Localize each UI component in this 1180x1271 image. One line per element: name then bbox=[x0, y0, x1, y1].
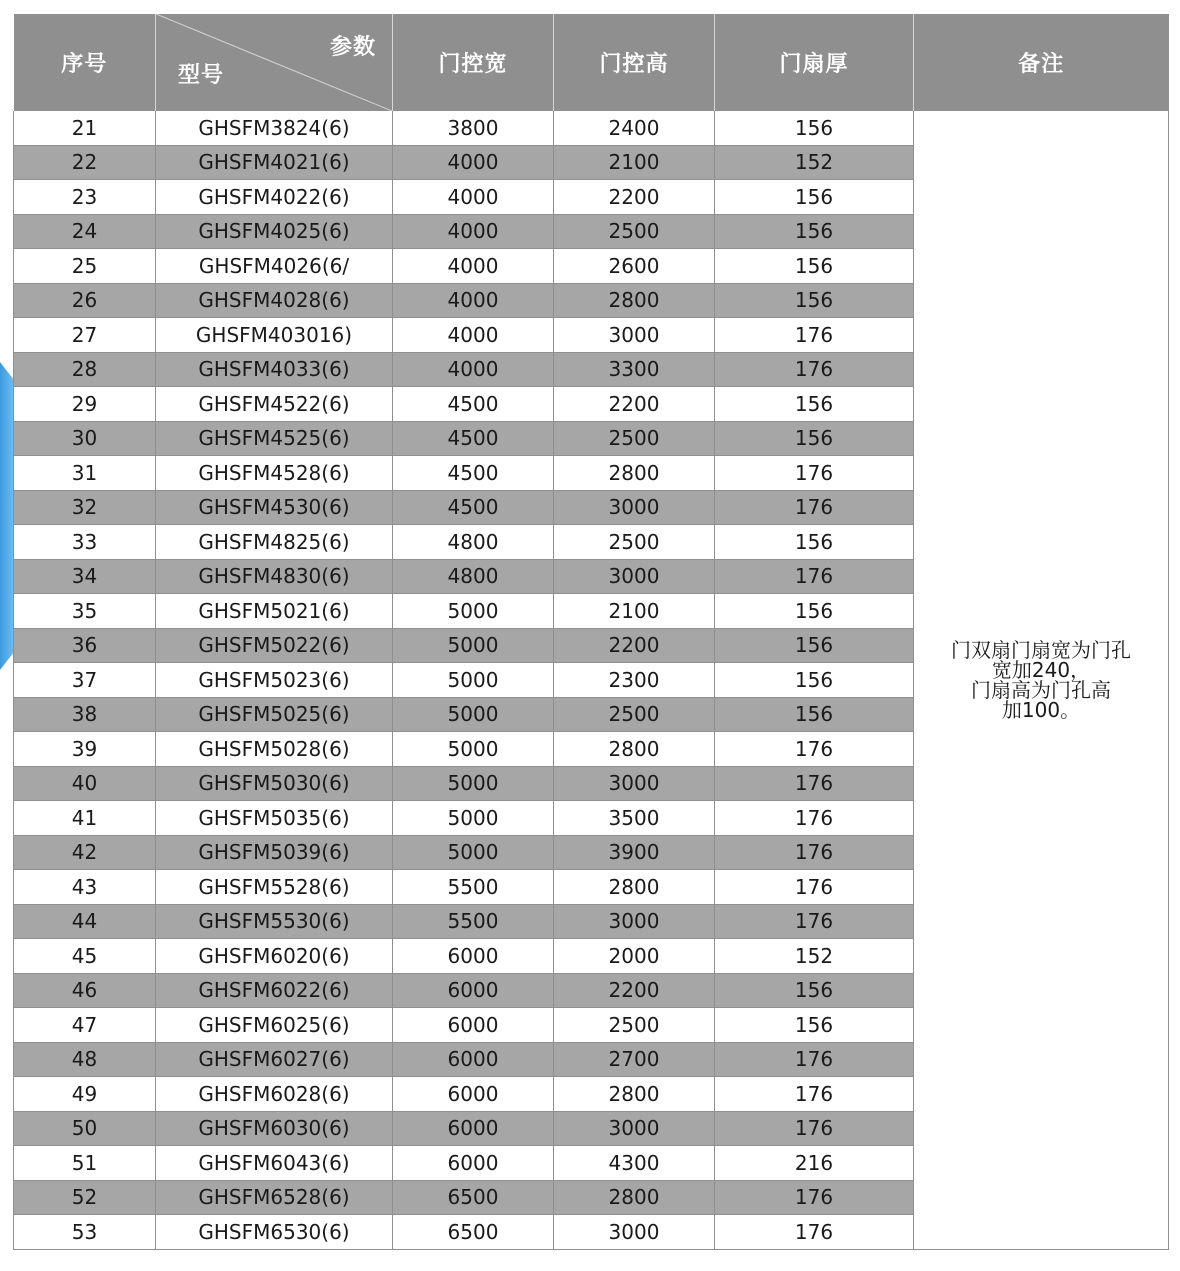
cell-height: 2500 bbox=[554, 1008, 715, 1043]
cell-thickness: 176 bbox=[715, 835, 914, 870]
cell-width: 5000 bbox=[393, 835, 554, 870]
cell-thickness: 176 bbox=[715, 1215, 914, 1250]
cell-height: 3000 bbox=[554, 490, 715, 525]
cell-thickness: 156 bbox=[715, 283, 914, 318]
cell-width: 4000 bbox=[393, 283, 554, 318]
remark-cell bbox=[914, 111, 1169, 1249]
cell-seq: 40 bbox=[14, 766, 156, 801]
cell-thickness: 156 bbox=[715, 111, 914, 145]
cell-height: 2800 bbox=[554, 870, 715, 905]
cell-model: GHSFM5528(6) bbox=[156, 870, 393, 905]
cell-thickness: 176 bbox=[715, 870, 914, 905]
cell-height: 3900 bbox=[554, 835, 715, 870]
cell-height: 2500 bbox=[554, 421, 715, 456]
cell-height: 2500 bbox=[554, 525, 715, 560]
cell-width: 4500 bbox=[393, 421, 554, 456]
cell-thickness: 176 bbox=[715, 456, 914, 491]
header-thickness: 门扇厚 bbox=[715, 14, 914, 111]
cell-height: 2300 bbox=[554, 663, 715, 698]
cell-model: GHSFM5030(6) bbox=[156, 766, 393, 801]
cell-height: 3000 bbox=[554, 904, 715, 939]
cell-height: 2800 bbox=[554, 1180, 715, 1215]
header-seq: 序号 bbox=[14, 14, 156, 111]
cell-model: GHSFM4026(6/ bbox=[156, 249, 393, 284]
cell-thickness: 176 bbox=[715, 490, 914, 525]
header-param: 参数 bbox=[329, 35, 376, 60]
cell-seq: 29 bbox=[14, 387, 156, 422]
cell-height: 3000 bbox=[554, 559, 715, 594]
header-width: 门控宽 bbox=[393, 14, 554, 111]
cell-seq: 34 bbox=[14, 559, 156, 594]
cell-model: GHSFM4830(6) bbox=[156, 559, 393, 594]
cell-width: 6000 bbox=[393, 1042, 554, 1077]
cell-height: 2400 bbox=[554, 111, 715, 145]
cell-width: 6500 bbox=[393, 1215, 554, 1250]
cell-height: 2800 bbox=[554, 732, 715, 767]
cell-model: GHSFM5023(6) bbox=[156, 663, 393, 698]
cell-thickness: 156 bbox=[715, 594, 914, 629]
cell-width: 6000 bbox=[393, 939, 554, 974]
cell-width: 6000 bbox=[393, 1008, 554, 1043]
cell-thickness: 176 bbox=[715, 1111, 914, 1146]
cell-thickness: 176 bbox=[715, 1042, 914, 1077]
cell-seq: 30 bbox=[14, 421, 156, 456]
cell-model: GHSFM6528(6) bbox=[156, 1180, 393, 1215]
cell-width: 5000 bbox=[393, 697, 554, 732]
cell-thickness: 156 bbox=[715, 973, 914, 1008]
cell-height: 3500 bbox=[554, 801, 715, 836]
cell-model: GHSFM6028(6) bbox=[156, 1077, 393, 1112]
header-remark: 备注 bbox=[914, 14, 1169, 111]
table-row bbox=[14, 111, 1169, 145]
cell-width: 4000 bbox=[393, 145, 554, 180]
cell-seq: 49 bbox=[14, 1077, 156, 1112]
cell-height: 2700 bbox=[554, 1042, 715, 1077]
cell-thickness: 152 bbox=[715, 939, 914, 974]
cell-seq: 21 bbox=[14, 111, 156, 145]
cell-width: 4000 bbox=[393, 180, 554, 215]
cell-width: 5000 bbox=[393, 732, 554, 767]
cell-seq: 28 bbox=[14, 352, 156, 387]
cell-width: 5000 bbox=[393, 594, 554, 629]
remark-line: 门扇高为门孔高 bbox=[971, 677, 1111, 702]
cell-seq: 26 bbox=[14, 283, 156, 318]
cell-width: 4000 bbox=[393, 318, 554, 353]
cell-thickness: 156 bbox=[715, 628, 914, 663]
cell-model: GHSFM5021(6) bbox=[156, 594, 393, 629]
cell-height: 2100 bbox=[554, 145, 715, 180]
remark-line: 加100。 bbox=[1001, 697, 1081, 722]
cell-model: GHSFM403016) bbox=[156, 318, 393, 353]
cell-height: 2200 bbox=[554, 180, 715, 215]
cell-thickness: 156 bbox=[715, 387, 914, 422]
cell-model: GHSFM4021(6) bbox=[156, 145, 393, 180]
cell-thickness: 176 bbox=[715, 559, 914, 594]
cell-seq: 25 bbox=[14, 249, 156, 284]
cell-width: 3800 bbox=[393, 111, 554, 145]
cell-height: 3000 bbox=[554, 766, 715, 801]
cell-height: 3300 bbox=[554, 352, 715, 387]
cell-width: 5500 bbox=[393, 870, 554, 905]
cell-seq: 52 bbox=[14, 1180, 156, 1215]
cell-seq: 53 bbox=[14, 1215, 156, 1250]
cell-seq: 51 bbox=[14, 1146, 156, 1181]
cell-seq: 39 bbox=[14, 732, 156, 767]
cell-width: 4500 bbox=[393, 387, 554, 422]
spec-table bbox=[13, 14, 1169, 1250]
cell-width: 5000 bbox=[393, 663, 554, 698]
cell-width: 4000 bbox=[393, 352, 554, 387]
cell-width: 4500 bbox=[393, 456, 554, 491]
cell-width: 4500 bbox=[393, 490, 554, 525]
cell-height: 3000 bbox=[554, 1215, 715, 1250]
cell-seq: 43 bbox=[14, 870, 156, 905]
remark-line: 宽加240， bbox=[991, 657, 1091, 682]
cell-seq: 47 bbox=[14, 1008, 156, 1043]
cell-height: 2500 bbox=[554, 214, 715, 249]
cell-thickness: 176 bbox=[715, 732, 914, 767]
cell-thickness: 156 bbox=[715, 663, 914, 698]
cell-height: 2800 bbox=[554, 456, 715, 491]
cell-model: GHSFM3824(6) bbox=[156, 111, 393, 145]
cell-model: GHSFM6025(6) bbox=[156, 1008, 393, 1043]
cell-width: 4000 bbox=[393, 249, 554, 284]
cell-seq: 33 bbox=[14, 525, 156, 560]
cell-model: GHSFM4530(6) bbox=[156, 490, 393, 525]
cell-thickness: 156 bbox=[715, 697, 914, 732]
cell-seq: 48 bbox=[14, 1042, 156, 1077]
cell-seq: 42 bbox=[14, 835, 156, 870]
cell-model: GHSFM4825(6) bbox=[156, 525, 393, 560]
cell-height: 3000 bbox=[554, 1111, 715, 1146]
cell-width: 5000 bbox=[393, 628, 554, 663]
cell-seq: 35 bbox=[14, 594, 156, 629]
header-row bbox=[14, 14, 1169, 111]
cell-height: 2800 bbox=[554, 1077, 715, 1112]
cell-model: GHSFM4025(6) bbox=[156, 214, 393, 249]
cell-thickness: 156 bbox=[715, 525, 914, 560]
table-body bbox=[14, 111, 1169, 1249]
cell-height: 2800 bbox=[554, 283, 715, 318]
cell-thickness: 176 bbox=[715, 318, 914, 353]
cell-thickness: 176 bbox=[715, 801, 914, 836]
cell-thickness: 156 bbox=[715, 180, 914, 215]
cell-thickness: 176 bbox=[715, 1077, 914, 1112]
cell-height: 2100 bbox=[554, 594, 715, 629]
cell-thickness: 216 bbox=[715, 1146, 914, 1181]
cell-height: 2200 bbox=[554, 387, 715, 422]
cell-width: 6500 bbox=[393, 1180, 554, 1215]
cell-model: GHSFM4028(6) bbox=[156, 283, 393, 318]
header-model: 型号 bbox=[178, 63, 225, 88]
cell-thickness: 156 bbox=[715, 214, 914, 249]
cell-model: GHSFM5530(6) bbox=[156, 904, 393, 939]
cell-width: 4800 bbox=[393, 559, 554, 594]
cell-model: GHSFM4022(6) bbox=[156, 180, 393, 215]
cell-width: 5000 bbox=[393, 801, 554, 836]
cell-width: 6000 bbox=[393, 1111, 554, 1146]
cell-model: GHSFM6020(6) bbox=[156, 939, 393, 974]
cell-model: GHSFM4528(6) bbox=[156, 456, 393, 491]
cell-model: GHSFM6530(6) bbox=[156, 1215, 393, 1250]
cell-width: 6000 bbox=[393, 973, 554, 1008]
cell-thickness: 176 bbox=[715, 904, 914, 939]
cell-width: 6000 bbox=[393, 1077, 554, 1112]
cell-thickness: 156 bbox=[715, 1008, 914, 1043]
cell-thickness: 152 bbox=[715, 145, 914, 180]
cell-model: GHSFM5022(6) bbox=[156, 628, 393, 663]
cell-height: 2200 bbox=[554, 628, 715, 663]
cell-height: 2600 bbox=[554, 249, 715, 284]
cell-thickness: 156 bbox=[715, 421, 914, 456]
cell-seq: 50 bbox=[14, 1111, 156, 1146]
cell-height: 2500 bbox=[554, 697, 715, 732]
cell-thickness: 156 bbox=[715, 249, 914, 284]
cell-seq: 27 bbox=[14, 318, 156, 353]
cell-model: GHSFM6043(6) bbox=[156, 1146, 393, 1181]
cell-width: 6000 bbox=[393, 1146, 554, 1181]
cell-width: 4000 bbox=[393, 214, 554, 249]
cell-model: GHSFM4033(6) bbox=[156, 352, 393, 387]
cell-seq: 31 bbox=[14, 456, 156, 491]
cell-model: GHSFM6027(6) bbox=[156, 1042, 393, 1077]
header-height: 门控高 bbox=[554, 14, 715, 111]
cell-seq: 37 bbox=[14, 663, 156, 698]
cell-model: GHSFM4522(6) bbox=[156, 387, 393, 422]
cell-seq: 44 bbox=[14, 904, 156, 939]
cell-thickness: 176 bbox=[715, 352, 914, 387]
cell-model: GHSFM4525(6) bbox=[156, 421, 393, 456]
cell-model: GHSFM5035(6) bbox=[156, 801, 393, 836]
cell-model: GHSFM5039(6) bbox=[156, 835, 393, 870]
cell-model: GHSFM5025(6) bbox=[156, 697, 393, 732]
cell-model: GHSFM5028(6) bbox=[156, 732, 393, 767]
cell-model: GHSFM6030(6) bbox=[156, 1111, 393, 1146]
cell-height: 3000 bbox=[554, 318, 715, 353]
cell-seq: 22 bbox=[14, 145, 156, 180]
cell-seq: 38 bbox=[14, 697, 156, 732]
cell-seq: 24 bbox=[14, 214, 156, 249]
cell-seq: 45 bbox=[14, 939, 156, 974]
cell-height: 2000 bbox=[554, 939, 715, 974]
cell-model: GHSFM6022(6) bbox=[156, 973, 393, 1008]
remark-line: 门双扇门扇宽为门孔 bbox=[951, 637, 1131, 662]
header-param-model bbox=[156, 14, 393, 111]
cell-seq: 41 bbox=[14, 801, 156, 836]
cell-seq: 23 bbox=[14, 180, 156, 215]
cell-width: 5500 bbox=[393, 904, 554, 939]
cell-thickness: 176 bbox=[715, 1180, 914, 1215]
cell-seq: 46 bbox=[14, 973, 156, 1008]
cell-height: 4300 bbox=[554, 1146, 715, 1181]
cell-height: 2200 bbox=[554, 973, 715, 1008]
side-accent-decoration bbox=[0, 362, 14, 670]
cell-width: 4800 bbox=[393, 525, 554, 560]
cell-seq: 36 bbox=[14, 628, 156, 663]
cell-width: 5000 bbox=[393, 766, 554, 801]
cell-seq: 32 bbox=[14, 490, 156, 525]
cell-thickness: 176 bbox=[715, 766, 914, 801]
